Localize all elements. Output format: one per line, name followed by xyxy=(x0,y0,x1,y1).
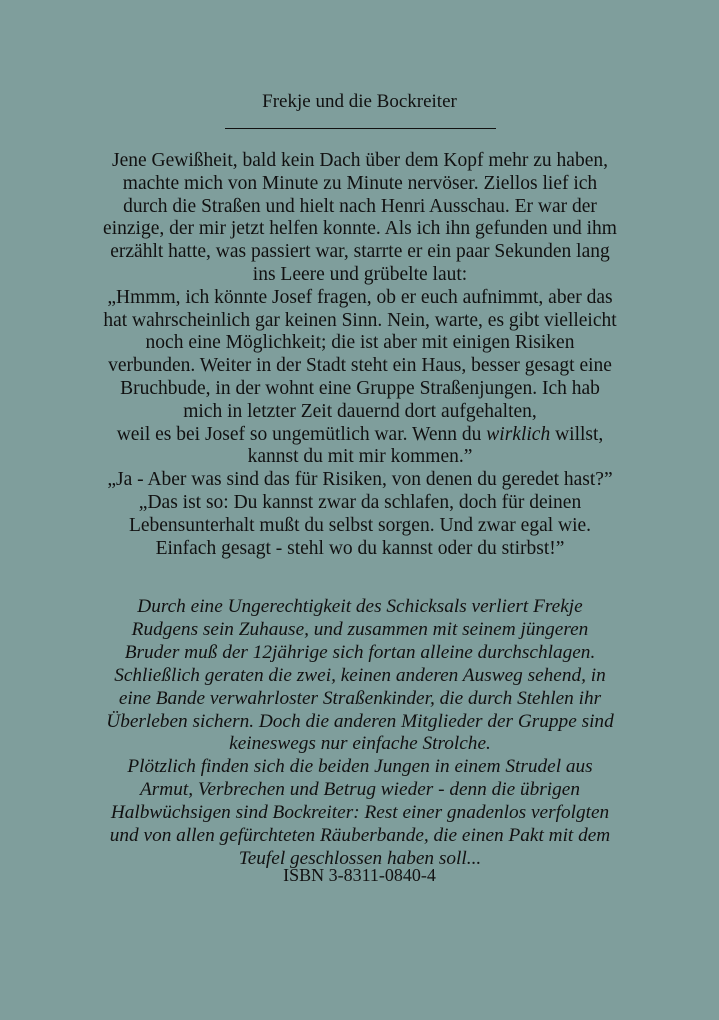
excerpt-line: machte mich von Minute zu Minute nervöser. Ziellos lief ich xyxy=(122,172,598,194)
emphasis-word: wirklich xyxy=(486,423,551,445)
blurb-text xyxy=(95,596,625,871)
blurb-line: Rudgens sein Zuhause, und zusammen mit seinem jüngeren xyxy=(131,618,589,640)
excerpt-line: kannst du mit mir kommen.” xyxy=(247,446,473,468)
excerpt-text xyxy=(100,150,620,560)
excerpt-line: noch eine Möglichkeit; die ist aber mit einigen Risiken xyxy=(145,332,575,354)
excerpt-line: Bruchbude, in der wohnt eine Gruppe Straßenjungen. Ich hab xyxy=(120,377,600,399)
blurb-line: keineswegs nur einfache Strolche. xyxy=(229,733,491,755)
excerpt-line: weil es bei Josef so ungemütlich war. Wenn du wirklich willst, xyxy=(116,423,604,445)
blurb-line: Armut, Verbrechen und Betrug wieder - denn die übrigen xyxy=(140,779,580,801)
excerpt-line: „Hmmm, ich könnte Josef fragen, ob er euch aufnimmt, aber das xyxy=(107,286,613,308)
excerpt-line: Einfach gesagt - stehl wo du kannst oder du stirbst!” xyxy=(155,537,565,559)
book-title: Frekje und die Bockreiter xyxy=(262,91,457,112)
blurb-line: Schließlich geraten die zwei, keinen anderen Ausweg sehend, in xyxy=(114,664,606,686)
excerpt-line: „Ja - Aber was sind das für Risiken, von denen du geredet hast?” xyxy=(107,469,613,491)
excerpt-line: ins Leere und grübelte laut: xyxy=(252,263,468,285)
title-divider xyxy=(225,128,496,129)
excerpt-line: „Das ist so: Du kannst zwar da schlafen, doch für deinen xyxy=(138,491,582,513)
blurb-line: Überleben sichern. Doch die anderen Mitglieder der Gruppe sind xyxy=(106,710,614,732)
blurb-line: Bruder muß der 12jährige sich fortan alleine durchschlagen. xyxy=(124,641,596,663)
excerpt-line: durch die Straßen und hielt nach Henri Ausschau. Er war der xyxy=(123,195,597,217)
blurb-line: Plötzlich finden sich die beiden Jungen in einem Strudel aus xyxy=(127,756,593,778)
blurb-line: Teufel geschlossen haben soll... xyxy=(238,847,482,869)
isbn-number: ISBN 3-8311-0840-4 xyxy=(283,865,436,885)
blurb-line: Durch eine Ungerechtigkeit des Schicksals verliert Frekje xyxy=(137,596,583,617)
excerpt-line: mich in letzter Zeit dauernd dort aufgehalten, xyxy=(183,400,537,422)
blurb-line: eine Bande verwahrloster Straßenkinder, die durch Stehlen ihr xyxy=(118,687,602,709)
excerpt-line: einzige, der mir jetzt helfen konnte. Als ich ihn gefunden und ihm xyxy=(103,218,617,240)
excerpt-line: erzählt hatte, was passiert war, starrte er ein paar Sekunden lang xyxy=(110,241,610,263)
excerpt-line: Jene Gewißheit, bald kein Dach über dem Kopf mehr zu haben, xyxy=(112,150,608,171)
blurb-line: und von allen gefürchteten Räuberbande, die einen Pakt mit dem xyxy=(109,825,611,847)
excerpt-line: verbunden. Weiter in der Stadt steht ein Haus, besser gesagt eine xyxy=(108,355,612,377)
excerpt-line: hat wahrscheinlich gar keinen Sinn. Nein, warte, es gibt vielleicht xyxy=(103,309,617,331)
blurb-line: Halbwüchsigen sind Bockreiter: Rest einer gnadenlos verfolgten xyxy=(110,802,610,824)
excerpt-line: Lebensunterhalt mußt du selbst sorgen. Und zwar egal wie. xyxy=(128,514,592,536)
